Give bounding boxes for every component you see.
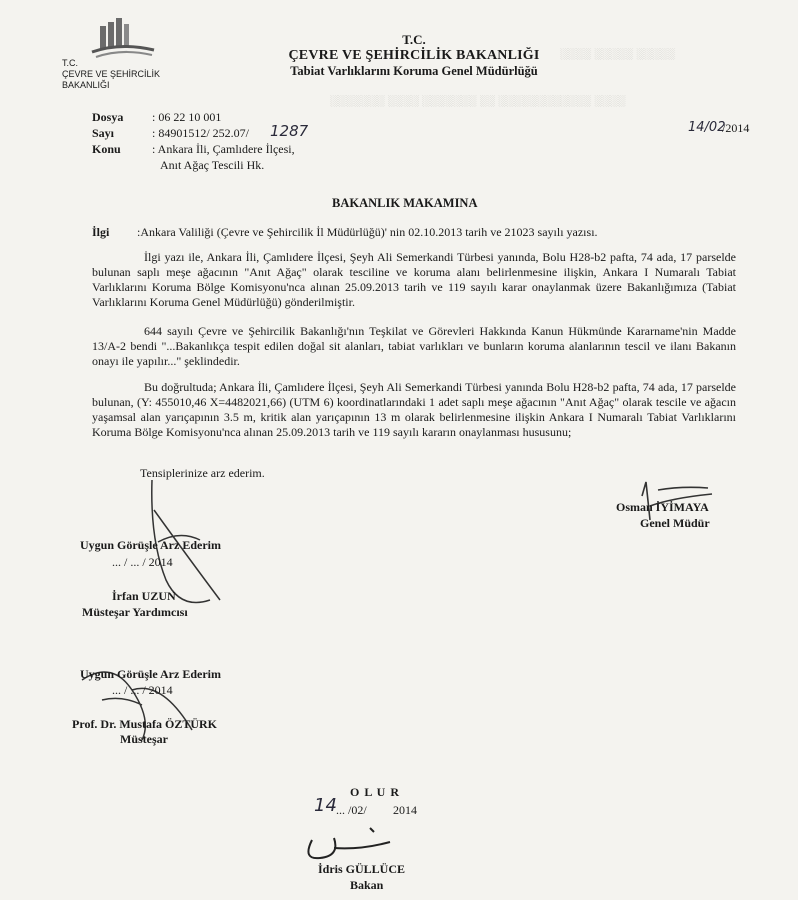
approval-1-phrase: Uygun Görüşle Arz Ederim [80,538,221,552]
header-ministry: ÇEVRE VE ŞEHİRCİLİK BAKANLIĞI [288,48,540,63]
approval-1-name: İrfan UZUN [112,589,176,603]
bleed-through-text: ░░░░░░░ ░░░░ ░░░░░░░ ░░ ░░░░░░░░ [330,95,561,107]
approval-1-date: ... / ... / 2014 [112,555,173,569]
konu-line-2: Anıt Ağaç Tescili Hk. [160,158,265,172]
minister-title: Bakan [350,878,384,892]
olur-label: O L U R [350,785,401,799]
sayi-handwritten-number: 1287 [270,122,309,140]
ilgi-label: İlgi [92,225,110,239]
paragraph-3: Bu doğrultuda; Ankara İli, Çamlıdere İlçesi, Şeyh Ali Semerkandi Türbesi yanında Bolu H28-b2 pafta, 74 ada, 17 parselde bulunan, (Y: 455010,46 X=4482021,66) (UTM 6) koordinatlarındaki 1 adet saplı meşe ağacının "Anıt Ağaç" olarak tescile ve ağacın yaşamsal alan yarıçapının 3.5 m, kritik alan yarıçapının 13 m olarak belirlenmesine ilişkin Ankara I Numaralı Tabiat Varlıklarını Koruma Bölge Komisyonu'nca alınan 25.09.2013 tarih ve 119 sayılı kararın onaylanması hususunu; [92,380,736,439]
approval-2-phrase: Uygun Görüşle Arz Ederim [80,667,221,681]
general-director-title: Genel Müdür [640,516,710,530]
paragraph-1: İlgi yazı ile, Ankara İli, Çamlıdere İlçesi, Şeyh Ali Semerkandi Türbesi yanında, Bolu H28-b2 pafta, 74 ada, 17 parselde bulunan saplı meşe ağacının "Anıt Ağaç" olarak tesciline ve koruma alanı belirlenmesine ilişkin, Ankara I Numaralı Tabiat Varlıklarını Koruma Bölge Komisyonu'nca alınan 25.09.2013 tarih ve 119 sayılı karar onaylanmak üzere Bakanlığımıza (Tabiat Varlıklarını Koruma Genel Müdürlüğü) gönderilmiştir. [92,250,736,309]
approval-2-name: Prof. Dr. Mustafa ÖZTÜRK [72,717,217,731]
header-directorate: Tabiat Varlıklarını Koruma Genel Müdürlüğü [290,64,538,78]
dosya-label: Dosya [92,110,124,124]
closing-phrase: Tensiplerinize arz ederim. [140,466,265,480]
konu-line-1: : Ankara İli, Çamlıdere İlçesi, [152,142,295,156]
sayi-label: Sayı [92,126,115,140]
paragraph-2: 644 sayılı Çevre ve Şehircilik Bakanlığı'nın Teşkilat ve Görevleri Hakkında Kanun Hükmünde Kararname'nin Madde 13/A-2 bendi "...Bakanlıkça tespit edilen doğal sit alanları, tabiat varlıkları ve bunların koruma alanlarının tescil ve ilanı Bakanın onayı ile yapılır..." şeklindedir. [92,324,736,368]
ilgi-text: :Ankara Valiliği (Çevre ve Şehircilik İl Müdürlüğü)' nin 02.10.2013 tarih ve 21023 sayılı yazısı. [137,225,598,239]
date-handwritten: 14/02 [688,120,726,135]
olur-date-day: 14 [314,795,337,816]
approval-1-title: Müsteşar Yardımcısı [82,605,188,619]
approval-2-title: Müsteşar [120,732,168,746]
header-tc: T.C. [402,32,426,47]
bleed-through-text: ░░░░ ░░░░░ ░░░░░ [560,48,676,60]
konu-label: Konu [92,142,121,156]
olur-date-year: 2014 [393,803,417,817]
minister-name: İdris GÜLLÜCE [318,862,406,876]
sayi-value: : 84901512/ 252.07/ [152,126,250,140]
bleed-through-text: ░░░░ ░░░░ [560,95,626,107]
dosya-value: : 06 22 10 001 [152,110,222,124]
approval-2-date: ... / ... / 2014 [112,683,173,697]
general-director-name: Osman İYİMAYA [616,500,709,514]
logo-caption: T.C. ÇEVRE VE ŞEHİRCİLİK BAKANLIĞI [62,58,161,90]
olur-date-month: ... /02/ [336,803,367,817]
addressee: BAKANLIK MAKAMINA [332,196,478,210]
date-year: /2014 [722,121,750,135]
